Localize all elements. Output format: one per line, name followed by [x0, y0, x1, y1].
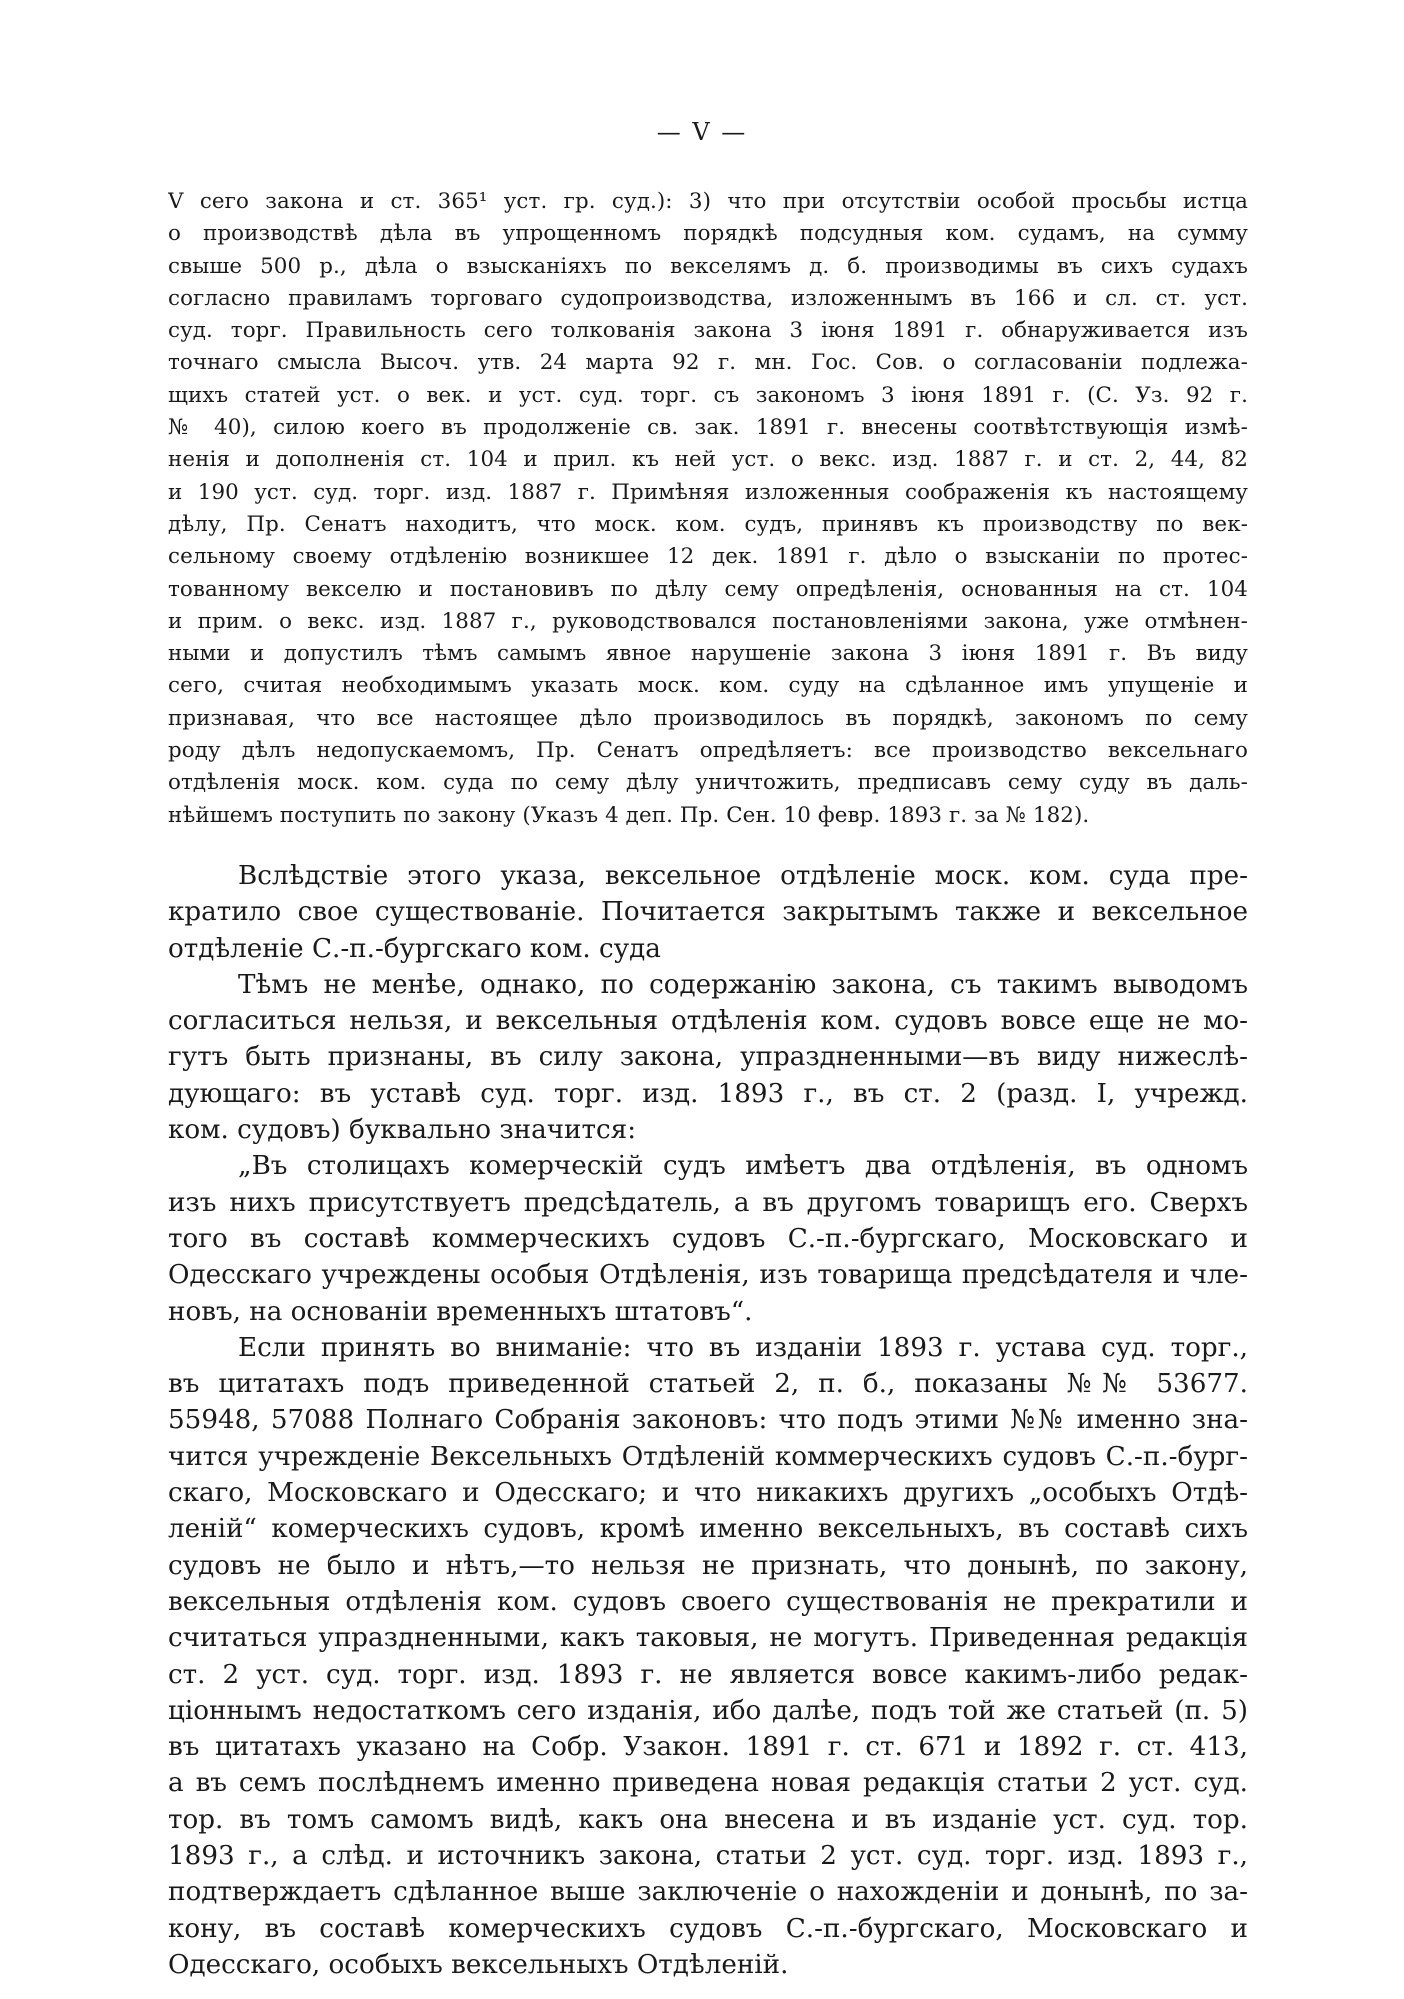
text-line: тор. въ томъ самомъ видѣ, какъ она внесена и въ изданiе уст. суд. тор. — [168, 1804, 1248, 1835]
body-text — [168, 858, 1248, 1983]
text-line: изъ нихъ присутствуетъ предсѣдатель, а въ другомъ товарищъ его. Сверхъ — [168, 1187, 1248, 1218]
text-line: свыше 500 р., дѣла о взысканiяхъ по векселямъ д. б. производимы въ сихъ судахъ — [168, 253, 1248, 279]
text-line: 1893 г., а слѣд. и источникъ закона, статьи 2 уст. суд. торг. изд. 1893 г., — [168, 1841, 1248, 1872]
text-line: Одесскаго, особыхъ вексельныхъ Отдѣленiй. — [168, 1949, 789, 1980]
text-line: новъ, на основанiи временныхъ штатовъ“. — [168, 1296, 753, 1327]
text-line: о производствѣ дѣла въ упрощенномъ порядкѣ подсудныя ком. судамъ, на сумму — [168, 221, 1248, 247]
text-line: дѣлу, Пр. Сенатъ находитъ, что моск. ком. судъ, принявъ къ производству по век- — [168, 511, 1248, 537]
text-line: V сего закона и ст. 365¹ уст. гр. суд.): 3) что при отсутствiи особой просьбы истца — [168, 189, 1248, 214]
text-line: отдѣленiе С.-п.-бургскаго ком. суда — [168, 933, 661, 964]
text-line: Одесскаго учреждены особыя Отдѣленiя, изъ товарища предсѣдателя и чле- — [168, 1260, 1248, 1291]
text-line: сельному своему отдѣленiю возникшее 12 дек. 1891 г. дѣло о взысканiи по протес- — [168, 544, 1248, 570]
text-line: кону, въ составѣ комерческихъ судовъ С.-п.-бургскаго, Московскаго и — [168, 1913, 1248, 1944]
text-line: и прим. о векс. изд. 1887 г., руководствовался постановленiями закона, уже отмѣнен- — [168, 608, 1248, 634]
text-line: сего, считая необходимымъ указать моск. ком. суду на сдѣланное имъ упущенiе и — [168, 673, 1248, 699]
text-line: въ цитатахъ подъ приведенной статьей 2, п. б., показаны №№ 53677. — [168, 1369, 1248, 1400]
text-line: дующаго: въ уставѣ суд. торг. изд. 1893 г., въ ст. 2 (разд. I, учрежд. — [168, 1078, 1248, 1109]
text-line: щихъ статей уст. о век. и уст. суд. торг. съ закономъ 3 iюня 1891 г. (С. Уз. 92 г. — [168, 382, 1248, 408]
text-line: ст. 2 уст. суд. торг. изд. 1893 г. не является вовсе какимъ-либо редак- — [168, 1659, 1248, 1690]
text-line: согласиться нельзя, и вексельныя отдѣленiя ком. судовъ вовсе еще не мо- — [168, 1006, 1248, 1037]
text-line: въ цитатахъ указано на Собр. Узакон. 1891 г. ст. 671 и 1892 г. ст. 413, — [168, 1732, 1248, 1763]
text-line: ными и допустилъ тѣмъ самымъ явное нарушенiе закона 3 iюня 1891 г. Въ виду — [168, 641, 1248, 667]
page-number-header: — V — — [656, 118, 748, 146]
text-line: гутъ быть признаны, въ силу закона, упраздненными—въ виду нижеслѣ- — [168, 1042, 1248, 1073]
text-line: чится учрежденiе Вексельныхъ Отдѣленiй коммерческихъ судовъ С.-п.-бург- — [168, 1441, 1248, 1472]
text-line: согласно правиламъ торговаго судопроизводства, изложеннымъ въ 166 и сл. ст. уст. — [168, 285, 1248, 311]
text-line: ком. судовъ) буквально значится: — [168, 1115, 637, 1146]
text-line: признавая, что все настоящее дѣло производилось въ порядкѣ, закономъ по сему — [168, 705, 1248, 731]
text-line: кратило свое существованiе. Почитается закрытымъ также и вексельное — [168, 897, 1248, 928]
text-line: скаго, Московскаго и Одесскаго; и что никакихъ другихъ „особыхъ Отдѣ- — [168, 1478, 1248, 1509]
text-line: а въ семъ послѣднемъ именно приведена новая редакцiя статьи 2 уст. суд. — [168, 1768, 1248, 1799]
text-line: отдѣленiя моск. ком. суда по сему дѣлу уничтожить, предписавъ сему суду въ даль- — [168, 770, 1248, 796]
text-line: точнаго смысла Высоч. утв. 24 марта 92 г. мн. Гос. Сов. о согласованiи подлежа- — [168, 350, 1248, 376]
text-line: судовъ не было и нѣтъ,—то нельзя не признать, что донынѣ, по закону, — [168, 1550, 1248, 1581]
text-line: „Въ столицахъ комерческiй судъ имѣетъ два отдѣленiя, въ одномъ — [238, 1151, 1248, 1182]
text-line: Вслѣдствiе этого указа, вексельное отдѣленiе моск. ком. суда пре- — [238, 861, 1248, 891]
text-line: роду дѣлъ недопускаемомъ, Пр. Сенатъ опредѣляетъ: все производство вексельнаго — [168, 738, 1248, 764]
text-line: тованному векселю и постановивъ по дѣлу сему опредѣленiя, основанныя на ст. 104 — [168, 576, 1248, 602]
text-line: того въ составѣ коммерческихъ судовъ С.-п.-бургскаго, Московскаго и — [168, 1223, 1248, 1254]
text-line: подтверждаетъ сдѣланное выше заключенiе о нахожденiи и донынѣ, по за- — [168, 1877, 1248, 1908]
text-line: 55948, 57088 Полнаго Собранiя законовъ: что подъ этими №№ именно зна- — [168, 1405, 1248, 1436]
text-line: суд. торг. Правильность сего толкованiя закона 3 iюня 1891 г. обнаруживается изъ — [168, 318, 1248, 344]
text-line: вексельныя отдѣленiя ком. судовъ своего существованiя не прекратили и — [168, 1586, 1248, 1617]
text-line: Тѣмъ не менѣе, однако, по содержанiю закона, съ такимъ выводомъ — [238, 969, 1248, 1000]
text-line: Если принять во вниманiе: что въ изданiи 1893 г. устава суд. торг., — [238, 1332, 1248, 1363]
text-line: нѣйшемъ поступить по закону (Указъ 4 деп. Пр. Сен. 10 февр. 1893 г. за № 182). — [168, 802, 1090, 828]
text-line: и 190 уст. суд. торг. изд. 1887 г. Примѣняя изложенныя соображенiя къ настоящему — [168, 479, 1248, 505]
text-line: считаться упраздненными, какъ таковыя, не могутъ. Приведенная редакцiя — [168, 1623, 1248, 1654]
decree-paragraph — [168, 186, 1248, 832]
text-line: № 40), силою коего въ продолженiе св. зак. 1891 г. внесены соотвѣтствующiя измѣ- — [168, 415, 1248, 441]
text-line: цiоннымъ недостаткомъ сего изданiя, ибо далѣе, подъ той же статьей (п. 5) — [168, 1695, 1248, 1726]
text-line: ленiй“ комерческихъ судовъ, кромѣ именно вексельныхъ, въ составѣ сихъ — [168, 1514, 1248, 1545]
text-line: ненiя и дополненiя ст. 104 и прил. къ ней уст. о векс. изд. 1887 г. и ст. 2, 44, 82 — [168, 447, 1248, 473]
